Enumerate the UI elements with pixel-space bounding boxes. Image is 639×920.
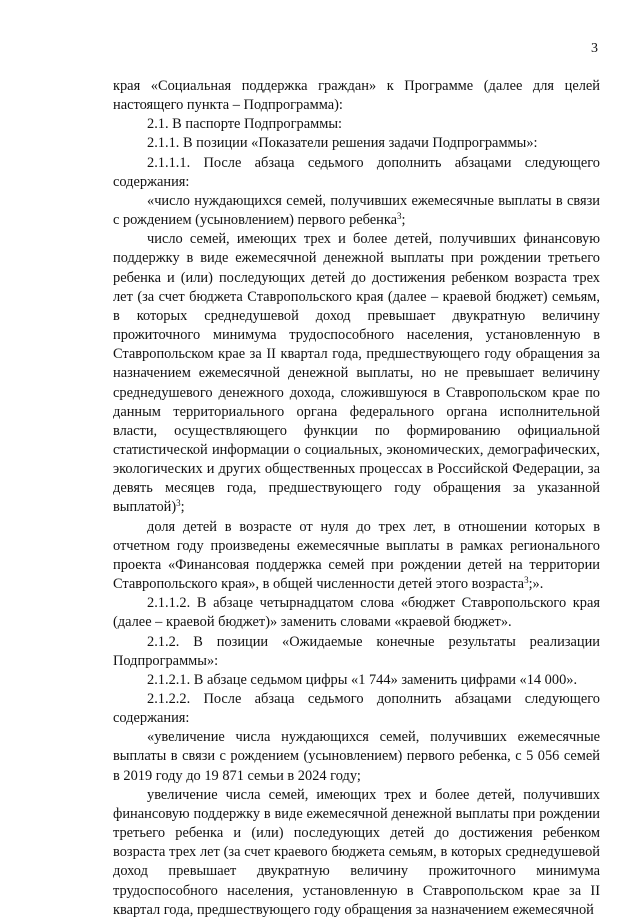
paragraph-text: 2.1.1. В позиции «Показатели решения задачи Подпрограммы»: [147, 135, 538, 152]
paragraph-large-families [113, 230, 600, 517]
paragraph-section-2-1-2-1 [113, 671, 600, 690]
footnote-mark: 3 [524, 575, 529, 586]
paragraph-text: число семей, имеющих трех и более детей, получивших финансовую поддержку в виде ежемесячной денежной выплаты при рождении третьего ребенка и (или) последующих детей до достижения ребенком возраста трех лет (за счет бюджета Ставропольского края (далее – краевой бюджет) семьям, в которых среднедушевой доход превышает двукратную величину прожиточного минимума трудоспособного населения, установленную в Ставропольском крае за II квартал года, предшествующего году обращения за назначением ежемесячной денежной выплаты, но не превышает величину среднедушевого денежного дохода, сложившуюся в Ставропольском крае по данным территориального органа федерального органа исполнительной власти, осуществляющего функции по формированию официальной статистической информации о социальных, экономических, демографических, экологических и других общественных процессах в Российской Федерации, за девять месяцев года, предшествующего году обращения за указанной выплатой) [113, 231, 600, 516]
paragraph-continuation [113, 77, 600, 115]
paragraph-text: доля детей в возрасте от нуля до трех лет, в отношении которых в отчетном году произведены ежемесячные выплаты в рамках регионального проекта «Финансовая поддержка семей при рождении детей на территории Ставропольского края», в общей численности детей этого возраста [113, 518, 600, 593]
document-body [113, 77, 600, 920]
paragraph-text: 2.1.1.1. После абзаца седьмого дополнить абзацами следующего содержания: [113, 154, 600, 190]
paragraph-text: 2.1.2. В позиции «Ожидаемые конечные результаты реализации Подпрограммы»: [113, 633, 600, 669]
paragraph-text: края «Социальная поддержка граждан» к Программе (далее для целей настоящего пункта – Подпрограмма): [113, 78, 600, 114]
paragraph-text: 2.1.1.2. В абзаце четырнадцатом слова «бюджет Ставропольского края (далее – краевой бюджет)» заменить словами «краевой бюджет». [113, 595, 600, 631]
footnote-mark: 3 [176, 498, 181, 509]
paragraph-section-2-1-1 [113, 134, 600, 153]
paragraph-text: увеличение числа семей, имеющих трех и более детей, получивших финансовую поддержку в виде ежемесячной денежной выплаты при рождении третьего ребенка и (или) последующих детей до достижения ребенком возраста трех лет (за счет краевого бюджета семьям, в которых среднедушевой доход превышает двукратную величину прожиточного минимума трудоспособного населения, установленную в Ставропольском крае за II квартал года, предшествующего году обращения за назначением ежемесячной [113, 786, 600, 918]
page-number: 3 [591, 41, 598, 56]
paragraph-section-2-1-1-1 [113, 154, 600, 192]
paragraph-ending: ; [180, 499, 185, 516]
footnote-mark: 3 [397, 211, 402, 222]
paragraph-children-share [113, 518, 600, 595]
paragraph-section-2-1-2 [113, 633, 600, 671]
paragraph-ending: ;». [528, 576, 544, 593]
paragraph-text: «число нуждающихся семей, получивших ежемесячные выплаты в связи с рождением (усыновлением) первого ребенка [113, 192, 600, 229]
paragraph-quote-needy-families [113, 192, 600, 230]
paragraph-increase-large-families [113, 786, 600, 920]
paragraph-text: «увеличение числа нуждающихся семей, получивших ежемесячные выплаты в связи с рождением (усыновлением) первого ребенка, с 5 056 семей в 2019 году до 19 871 семьи в 2024 году; [113, 729, 600, 784]
paragraph-ending: ; [401, 212, 406, 229]
paragraph-quote-increase-needy [113, 728, 600, 785]
paragraph-section-2-1-2-2 [113, 690, 600, 728]
paragraph-text: 2.1. В паспорте Подпрограммы: [147, 116, 342, 133]
paragraph-section-2-1 [113, 115, 600, 134]
paragraph-text: 2.1.2.2. После абзаца седьмого дополнить абзацами следующего содержания: [113, 691, 600, 727]
paragraph-text: 2.1.2.1. В абзаце седьмом цифры «1 744» заменить цифрами «14 000». [147, 671, 578, 688]
paragraph-section-2-1-1-2 [113, 594, 600, 632]
